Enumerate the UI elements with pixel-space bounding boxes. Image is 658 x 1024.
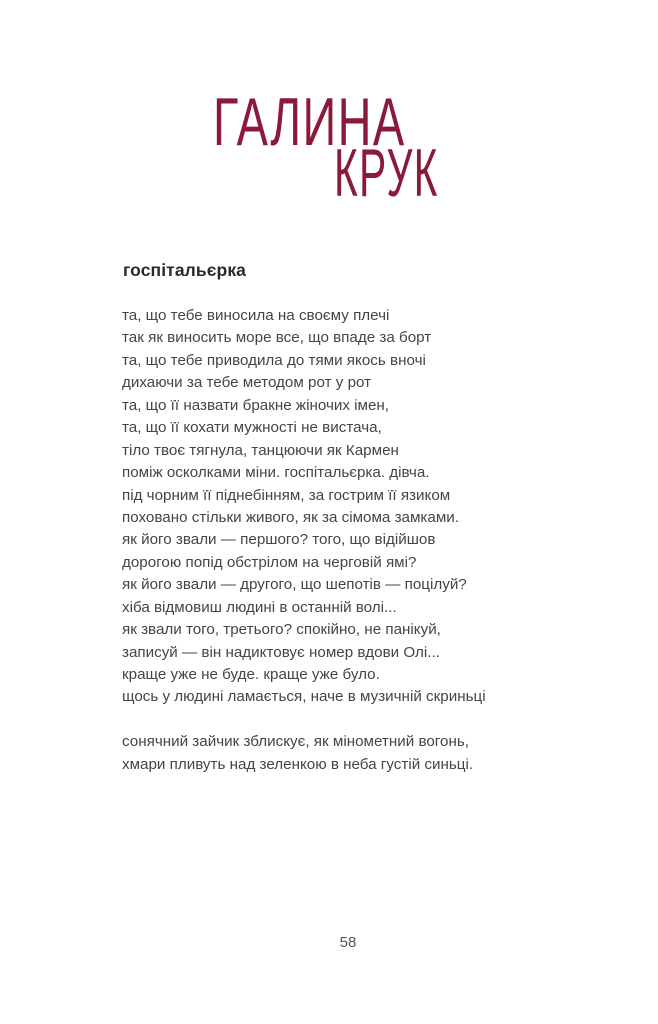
poem-line: краще уже не буде. краще уже було.	[122, 666, 380, 683]
poem-line: дихаючи за тебе методом рот у рот	[122, 374, 372, 392]
poem-line: щось у людині ламається, наче в музичній скриньці	[122, 688, 486, 706]
poem-body	[122, 305, 486, 799]
poem-line: поміж осколками міни. госпітальєрка. дівча.	[122, 464, 430, 482]
poem-title: госпітальєрка	[123, 260, 247, 280]
poem-line: та, що тебе виносила на своєму плечі	[122, 307, 390, 324]
poem-line: під чорним її піднебінням, за гострим її язиком	[122, 486, 451, 504]
author-last-name: КРУК	[334, 135, 439, 211]
poem-line: хіба відмовиш людині в останній волі...	[122, 598, 397, 616]
page-number: 58	[339, 934, 357, 951]
poem-line: тіло твоє тягнула, танцюючи як Кармен	[122, 441, 399, 459]
poem-line: та, що її назвати бракне жіночих імен,	[122, 396, 390, 414]
author-first-name: ГАЛИНА	[213, 84, 406, 160]
poem-line: хмари пливуть над зеленкою в неба густій синьці.	[122, 755, 474, 773]
poem-line: та, що її кохати мужності не вистача,	[122, 419, 382, 437]
poem-line: записуй — він надиктовує номер вдови Олі...	[122, 643, 440, 661]
poem-line: та, що тебе приводила до тями якось вночі	[122, 351, 426, 369]
stanza	[122, 305, 486, 709]
stanza	[122, 731, 486, 776]
poem-line: дорогою попід обстрілом на черговій ямі?	[122, 553, 417, 571]
poem-line: як його звали — першого? того, що відійшов	[122, 531, 436, 549]
poem-line: так як виносить море все, що впаде за борт	[122, 329, 432, 347]
poem-line: як звали того, третього? спокійно, не панікуй,	[122, 621, 441, 639]
poem-line: поховано стільки живого, як за сімома замками.	[122, 508, 459, 526]
poem-line: сонячний зайчик зблискує, як мінометний вогонь,	[122, 733, 469, 751]
poem-line: як його звали — другого, що шепотів — поцілуй?	[122, 576, 467, 594]
